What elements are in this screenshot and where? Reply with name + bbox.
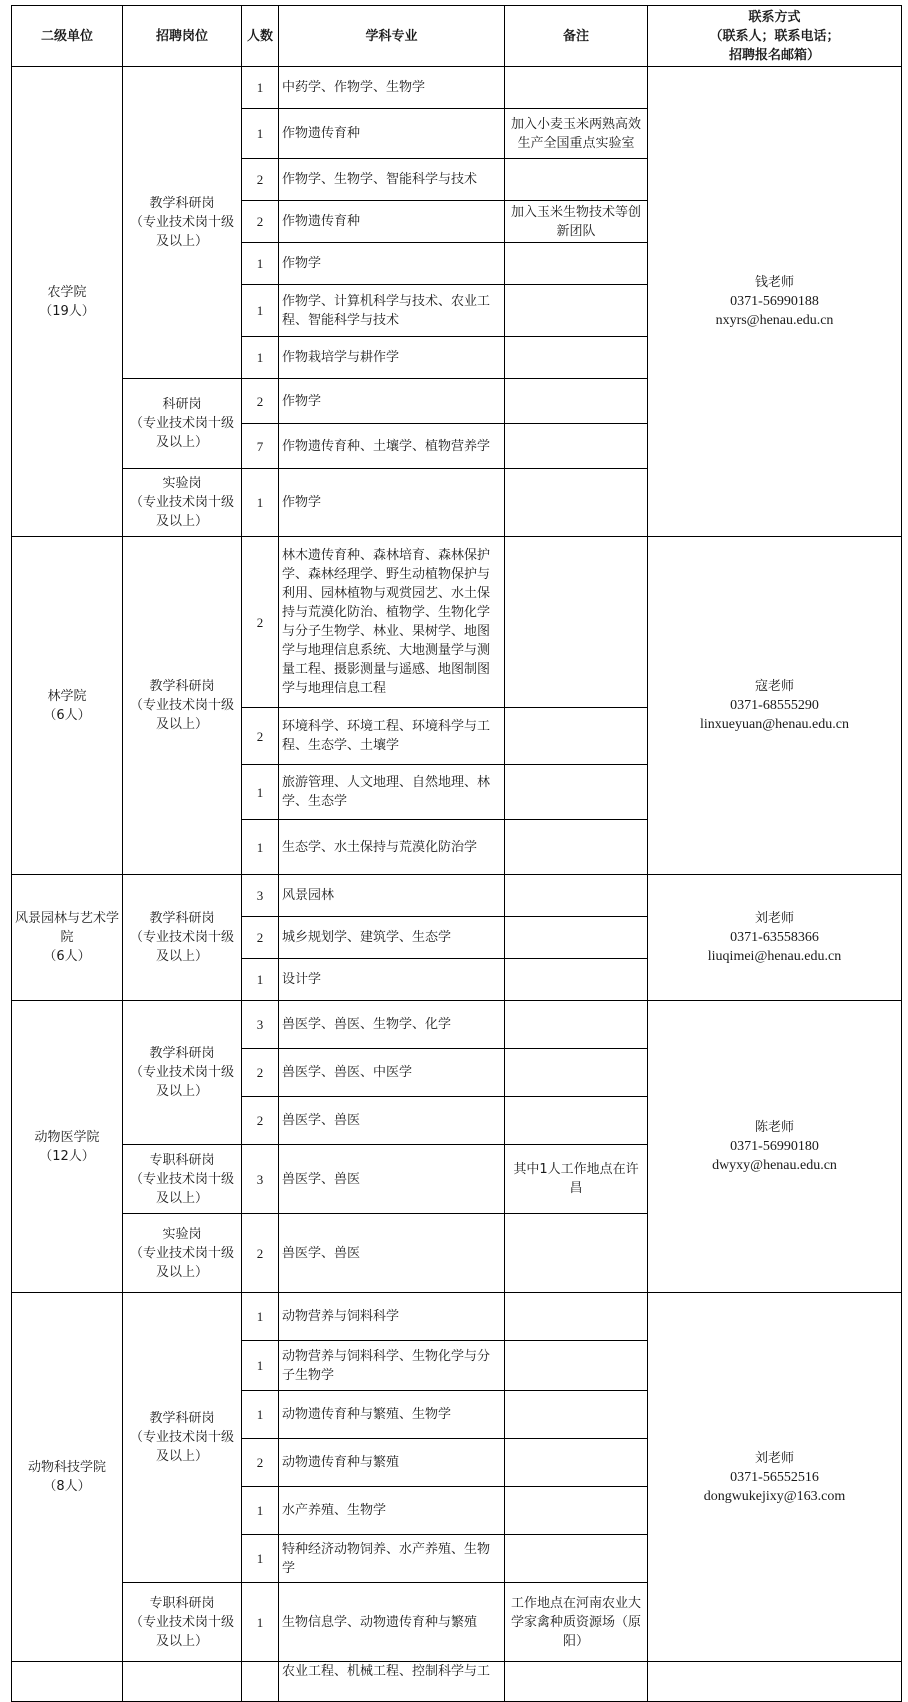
contact-cell xyxy=(648,537,902,875)
unit-count: （8人） xyxy=(43,1479,91,1494)
header-contact-title: 联系方式 xyxy=(748,9,801,25)
post-level: （专业技术岗十级及以上） xyxy=(129,1245,234,1280)
contact-person: 陈老师 xyxy=(754,1120,794,1135)
post-level: （专业技术岗十级及以上） xyxy=(129,930,234,964)
contact-email: linxueyuan@henau.edu.cn xyxy=(700,717,849,732)
note-cell xyxy=(505,243,648,285)
major-cell: 兽医学、兽医、生物学、化学 xyxy=(279,1001,505,1049)
note-cell xyxy=(505,765,648,820)
count-cell: 1 xyxy=(242,337,279,379)
post-level: （专业技术岗十级及以上） xyxy=(129,698,234,732)
count-cell: 1 xyxy=(242,959,279,1001)
contact-person: 钱老师 xyxy=(754,275,794,290)
unit-count: （19人） xyxy=(39,303,95,319)
major-cell: 作物学、计算机科学与技术、农业工程、智能科学与技术 xyxy=(279,285,505,337)
note-cell xyxy=(505,1535,648,1583)
header-count: 人数 xyxy=(242,6,279,67)
table-row xyxy=(12,1293,902,1341)
note-cell xyxy=(505,1214,648,1293)
count-cell: 3 xyxy=(242,1145,279,1214)
note-cell xyxy=(505,469,648,537)
post-cell xyxy=(123,1001,242,1145)
note-cell xyxy=(505,1341,648,1391)
major-cell: 动物遗传育种与繁殖 xyxy=(279,1439,505,1487)
count-cell: 2 xyxy=(242,159,279,201)
contact-person: 刘老师 xyxy=(754,911,794,926)
post-cell xyxy=(123,1145,242,1214)
post-cell xyxy=(123,1214,242,1293)
post-cell xyxy=(123,875,242,1001)
table-row xyxy=(12,1001,902,1049)
unit-name: 动物科技学院 xyxy=(27,1460,106,1475)
unit-cell xyxy=(12,1001,123,1293)
contact-person: 寇老师 xyxy=(754,679,794,694)
post-name: 教学科研岗 xyxy=(149,1411,215,1426)
table-row xyxy=(12,67,902,109)
post-level: （专业技术岗十级及以上） xyxy=(129,1171,234,1206)
major-cell: 作物学 xyxy=(279,469,505,537)
count-cell: 1 xyxy=(242,285,279,337)
unit-count: （6人） xyxy=(43,707,91,723)
major-cell: 作物学 xyxy=(279,379,505,424)
count-cell: 2 xyxy=(242,1049,279,1097)
table-row xyxy=(12,875,902,917)
post-name: 科研岗 xyxy=(162,397,202,412)
note-cell xyxy=(505,959,648,1001)
unit-count: （6人） xyxy=(43,949,91,964)
major-cell: 林木遗传育种、森林培育、森林保护学、森林经理学、野生动植物保护与利用、园林植物与观赏园艺、水土保持与荒漠化防治、植物学、生物化学与分子生物学、林业、果树学、地图学与地理信息系统、大地测量学与测量工程、摄影测量与遥感、地图制图学与地理信息工程 xyxy=(279,537,505,708)
count-cell: 2 xyxy=(242,1097,279,1145)
note-cell xyxy=(505,1439,648,1487)
major-cell: 旅游管理、人文地理、自然地理、林学、生态学 xyxy=(279,765,505,820)
contact-cell xyxy=(648,875,902,1001)
count-cell: 3 xyxy=(242,1001,279,1049)
note-cell xyxy=(505,1097,648,1145)
note-cell xyxy=(505,379,648,424)
contact-cell xyxy=(648,67,902,537)
note-cell xyxy=(505,285,648,337)
unit-cell xyxy=(12,875,123,1001)
major-cell: 兽医学、兽医 xyxy=(279,1145,505,1214)
note-cell xyxy=(505,67,648,109)
post-level: （专业技术岗十级及以上） xyxy=(129,495,234,529)
major-cell: 动物营养与饲料科学 xyxy=(279,1293,505,1341)
note-cell: 加入玉米生物技术等创新团队 xyxy=(505,201,648,243)
count-cell: 1 xyxy=(242,469,279,537)
post-name: 教学科研岗 xyxy=(149,196,215,211)
unit-name: 林学院 xyxy=(47,688,87,704)
note-cell xyxy=(505,1487,648,1535)
post-name: 专职科研岗 xyxy=(149,1152,215,1168)
note-cell xyxy=(505,1662,648,1702)
count-cell: 2 xyxy=(242,1439,279,1487)
count-cell: 1 xyxy=(242,67,279,109)
count-cell: 1 xyxy=(242,1535,279,1583)
major-cell: 农业工程、机械工程、控制科学与工 xyxy=(279,1662,505,1702)
unit-cell xyxy=(12,537,123,875)
major-cell: 兽医学、兽医 xyxy=(279,1214,505,1293)
post-level: （专业技术岗十级及以上） xyxy=(129,215,234,249)
count-cell: 7 xyxy=(242,424,279,469)
post-name: 教学科研岗 xyxy=(149,911,215,926)
post-cell xyxy=(123,379,242,469)
post-cell xyxy=(123,1583,242,1662)
count-cell: 3 xyxy=(242,875,279,917)
major-cell: 中药学、作物学、生物学 xyxy=(279,67,505,109)
table-row xyxy=(12,1662,902,1702)
note-cell xyxy=(505,424,648,469)
contact-phone: 0371-56990188 xyxy=(730,294,819,309)
count-cell: 2 xyxy=(242,379,279,424)
major-cell: 动物遗传育种与繁殖、生物学 xyxy=(279,1391,505,1439)
post-name: 教学科研岗 xyxy=(149,1046,215,1061)
header-note: 备注 xyxy=(505,6,648,67)
unit-name: 风景园林与艺术学院 xyxy=(14,911,119,945)
header-contact-sub1: （联系人；联系电话； xyxy=(709,28,840,44)
contact-cell xyxy=(648,1293,902,1662)
unit-cell xyxy=(12,1662,123,1702)
count-cell xyxy=(242,1662,279,1702)
count-cell: 2 xyxy=(242,708,279,765)
count-cell: 2 xyxy=(242,201,279,243)
count-cell: 1 xyxy=(242,1341,279,1391)
note-cell xyxy=(505,337,648,379)
major-cell: 兽医学、兽医 xyxy=(279,1097,505,1145)
count-cell: 1 xyxy=(242,1391,279,1439)
major-cell: 作物学、生物学、智能科学与技术 xyxy=(279,159,505,201)
note-cell xyxy=(505,159,648,201)
count-cell: 2 xyxy=(242,917,279,959)
contact-phone: 0371-56552516 xyxy=(730,1469,819,1485)
note-cell xyxy=(505,1391,648,1439)
post-cell xyxy=(123,1293,242,1583)
header-contact-sub2: 招聘报名邮箱） xyxy=(728,47,820,63)
post-level: （专业技术岗十级及以上） xyxy=(129,1065,234,1099)
contact-email: nxyrs@henau.edu.cn xyxy=(715,313,834,328)
post-name: 实验岗 xyxy=(162,1226,202,1242)
contact-phone: 0371-63558366 xyxy=(730,930,819,945)
contact-phone: 0371-68555290 xyxy=(730,698,819,713)
note-cell: 加入小麦玉米两熟高效生产全国重点实验室 xyxy=(505,109,648,159)
major-cell: 特种经济动物饲养、水产养殖、生物学 xyxy=(279,1535,505,1583)
post-cell xyxy=(123,469,242,537)
post-cell xyxy=(123,537,242,875)
header-major: 学科专业 xyxy=(279,6,505,67)
count-cell: 1 xyxy=(242,765,279,820)
contact-email: liuqimei@henau.edu.cn xyxy=(707,949,842,964)
count-cell: 1 xyxy=(242,1487,279,1535)
post-cell xyxy=(123,1662,242,1702)
major-cell: 作物遗传育种 xyxy=(279,109,505,159)
major-cell: 兽医学、兽医、中医学 xyxy=(279,1049,505,1097)
note-cell xyxy=(505,1293,648,1341)
contact-phone: 0371-56990180 xyxy=(730,1139,819,1154)
major-cell: 风景园林 xyxy=(279,875,505,917)
note-cell: 工作地点在河南农业大学家禽种质资源场（原阳） xyxy=(505,1583,648,1662)
major-cell: 水产养殖、生物学 xyxy=(279,1487,505,1535)
contact-email: dongwukejixy@163.com xyxy=(703,1488,846,1504)
header-contact xyxy=(648,6,902,67)
post-name: 实验岗 xyxy=(162,476,202,491)
note-cell xyxy=(505,875,648,917)
major-cell: 作物栽培学与耕作学 xyxy=(279,337,505,379)
count-cell: 1 xyxy=(242,1293,279,1341)
post-cell xyxy=(123,67,242,379)
count-cell: 1 xyxy=(242,109,279,159)
count-cell: 1 xyxy=(242,1583,279,1662)
unit-name: 农学院 xyxy=(47,284,87,300)
contact-cell xyxy=(648,1662,902,1702)
contact-person: 刘老师 xyxy=(754,1450,794,1466)
note-cell xyxy=(505,708,648,765)
post-level: （专业技术岗十级及以上） xyxy=(129,1614,234,1649)
major-cell: 环境科学、环境工程、环境科学与工程、生态学、土壤学 xyxy=(279,708,505,765)
post-level: （专业技术岗十级及以上） xyxy=(129,416,234,450)
major-cell: 作物学 xyxy=(279,243,505,285)
major-cell: 设计学 xyxy=(279,959,505,1001)
note-cell xyxy=(505,820,648,875)
recruitment-table xyxy=(11,5,902,1702)
contact-email: dwyxy@henau.edu.cn xyxy=(712,1158,837,1173)
table-row xyxy=(12,537,902,708)
note-cell xyxy=(505,917,648,959)
post-name: 教学科研岗 xyxy=(149,679,215,694)
major-cell: 动物营养与饲料科学、生物化学与分子生物学 xyxy=(279,1341,505,1391)
header-post: 招聘岗位 xyxy=(123,6,242,67)
count-cell: 1 xyxy=(242,820,279,875)
post-level: （专业技术岗十级及以上） xyxy=(129,1430,234,1464)
major-cell: 生态学、水土保持与荒漠化防治学 xyxy=(279,820,505,875)
contact-cell xyxy=(648,1001,902,1293)
note-cell: 其中1人工作地点在许昌 xyxy=(505,1145,648,1214)
major-cell: 生物信息学、动物遗传育种与繁殖 xyxy=(279,1583,505,1662)
unit-cell xyxy=(12,1293,123,1662)
count-cell: 2 xyxy=(242,1214,279,1293)
note-cell xyxy=(505,1001,648,1049)
major-cell: 城乡规划学、建筑学、生态学 xyxy=(279,917,505,959)
major-cell: 作物遗传育种、土壤学、植物营养学 xyxy=(279,424,505,469)
count-cell: 1 xyxy=(242,243,279,285)
unit-count: （12人） xyxy=(39,1148,95,1164)
note-cell xyxy=(505,537,648,708)
header-unit: 二级单位 xyxy=(12,6,123,67)
header-row xyxy=(12,6,902,67)
unit-cell xyxy=(12,67,123,537)
note-cell xyxy=(505,1049,648,1097)
unit-name: 动物医学院 xyxy=(34,1129,100,1145)
post-name: 专职科研岗 xyxy=(149,1595,215,1611)
count-cell: 2 xyxy=(242,537,279,708)
major-cell: 作物遗传育种 xyxy=(279,201,505,243)
